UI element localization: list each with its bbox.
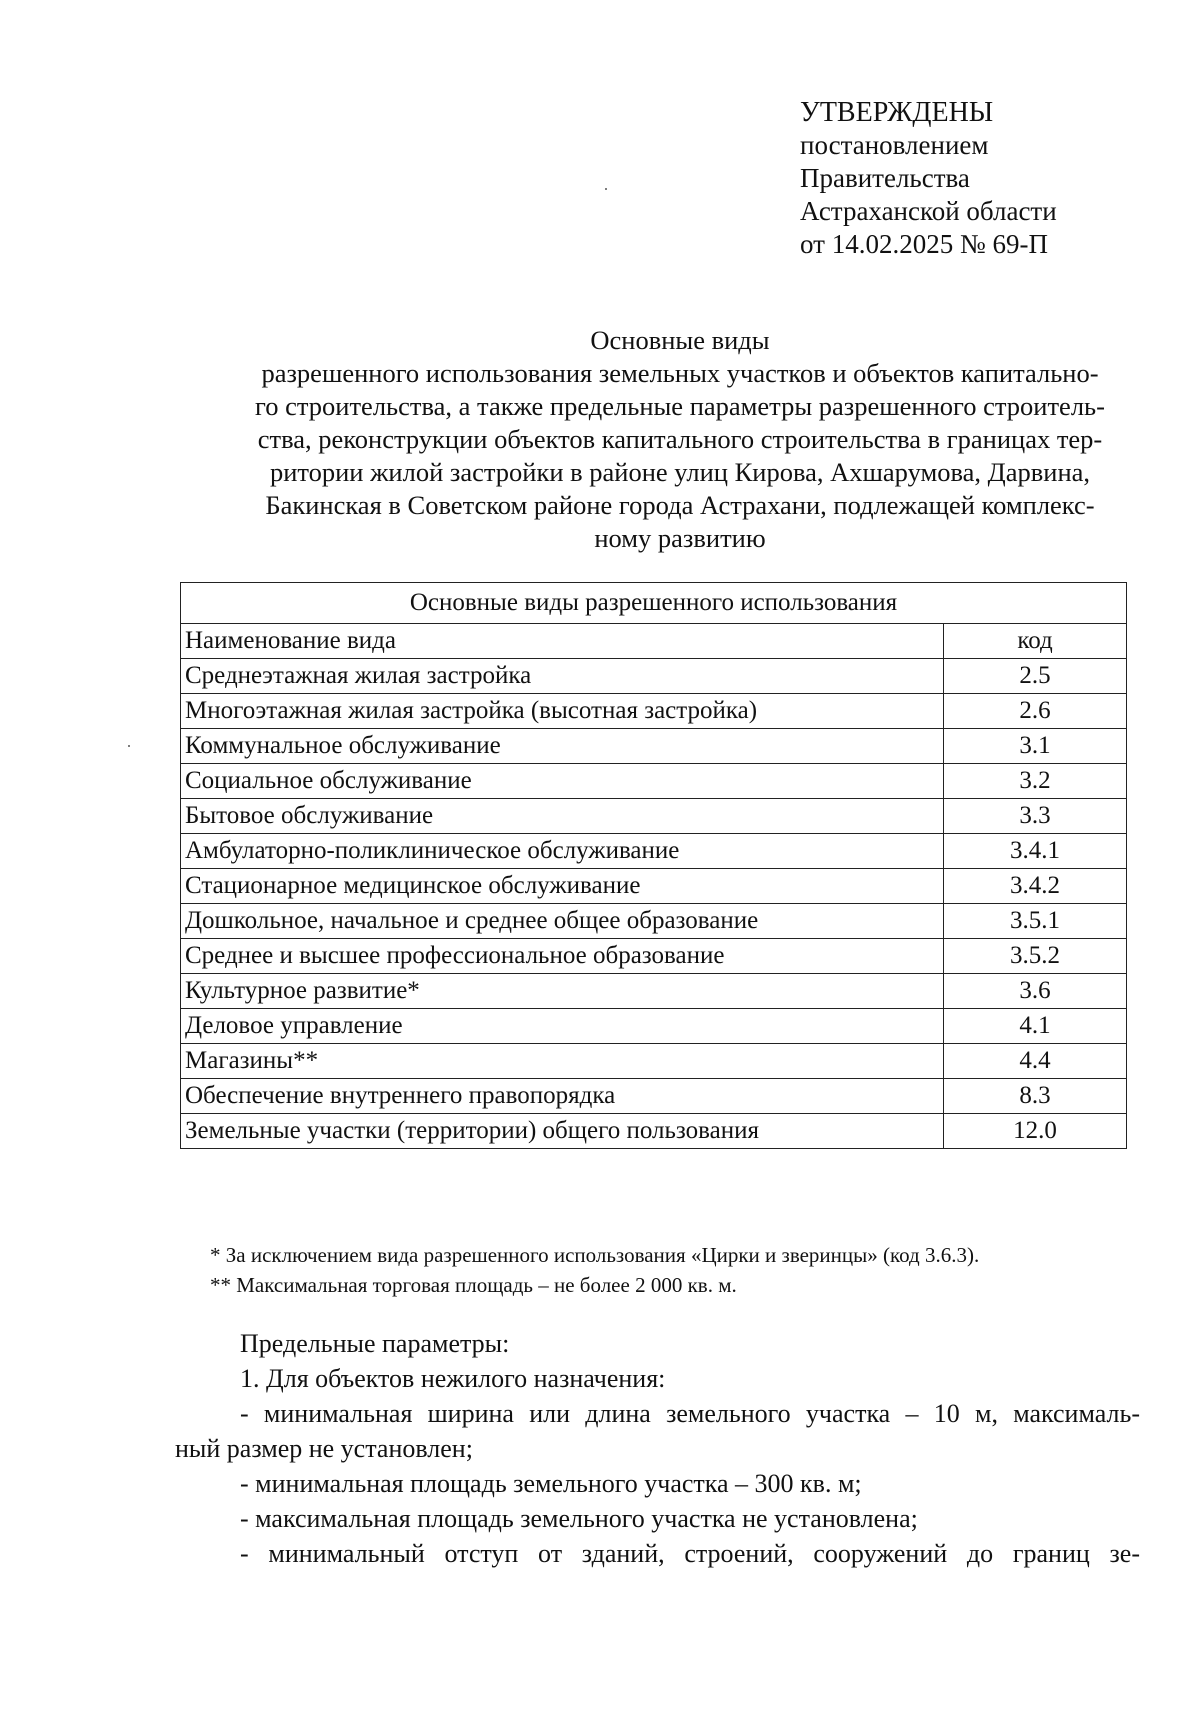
param-bullet-continuation: ный размер не установлен; bbox=[175, 1434, 473, 1463]
approval-title: УТВЕРЖДЕНЫ bbox=[800, 97, 994, 128]
header-code: код bbox=[944, 624, 1127, 659]
footnotes bbox=[210, 1240, 1140, 1300]
limit-parameters bbox=[175, 1326, 1140, 1571]
table-row bbox=[181, 939, 1127, 974]
use-code: 2.5 bbox=[944, 659, 1127, 694]
heading-line: Бакинская в Советском районе города Астрахани, подлежащей комплекс- bbox=[265, 490, 1095, 520]
use-code: 3.1 bbox=[944, 729, 1127, 764]
table-row bbox=[181, 764, 1127, 799]
heading-line: го строительства, а также предельные параметры разрешенного строитель- bbox=[255, 391, 1105, 421]
header-name: Наименование вида bbox=[181, 624, 944, 659]
use-name: Многоэтажная жилая застройка (высотная застройка) bbox=[181, 694, 944, 729]
approval-block bbox=[800, 96, 1057, 261]
use-name: Коммунальное обслуживание bbox=[181, 729, 944, 764]
params-title: Предельные параметры: bbox=[240, 1329, 510, 1358]
table-row bbox=[181, 974, 1127, 1009]
use-name: Обеспечение внутреннего правопорядка bbox=[181, 1079, 944, 1114]
heading-line: ному развитию bbox=[594, 523, 766, 553]
use-code: 3.2 bbox=[944, 764, 1127, 799]
use-code: 4.1 bbox=[944, 1009, 1127, 1044]
use-name: Среднее и высшее профессиональное образование bbox=[181, 939, 944, 974]
use-name: Стационарное медицинское обслуживание bbox=[181, 869, 944, 904]
use-code: 3.5.1 bbox=[944, 904, 1127, 939]
table-caption: Основные виды разрешенного использования bbox=[181, 583, 1127, 624]
param-bullet: - минимальная ширина или длина земельного участка – 10 м, максималь- bbox=[240, 1399, 1140, 1428]
use-name: Земельные участки (территории) общего пользования bbox=[181, 1114, 944, 1149]
use-name: Бытовое обслуживание bbox=[181, 799, 944, 834]
use-code: 3.6 bbox=[944, 974, 1127, 1009]
footnote-1: * За исключением вида разрешенного использования «Цирки и зверинцы» (код 3.6.3). bbox=[210, 1243, 980, 1267]
scan-speck bbox=[605, 188, 607, 190]
param-bullet: - максимальная площадь земельного участка не установлена; bbox=[240, 1504, 918, 1533]
use-code: 8.3 bbox=[944, 1079, 1127, 1114]
heading-line: Основные виды bbox=[590, 325, 770, 355]
use-name: Культурное развитие* bbox=[181, 974, 944, 1009]
approval-date-number: от 14.02.2025 № 69-П bbox=[800, 229, 1048, 259]
approval-line: Астраханской области bbox=[800, 196, 1057, 226]
table-row bbox=[181, 904, 1127, 939]
table-row bbox=[181, 834, 1127, 869]
use-name: Амбулаторно-поликлиническое обслуживание bbox=[181, 834, 944, 869]
land-use-table bbox=[180, 582, 1127, 1149]
param-bullet: - минимальный отступ от зданий, строений, сооружений до границ зе- bbox=[240, 1539, 1140, 1568]
use-code: 3.5.2 bbox=[944, 939, 1127, 974]
document-heading bbox=[228, 324, 1132, 555]
use-name: Магазины** bbox=[181, 1044, 944, 1079]
table-row bbox=[181, 869, 1127, 904]
table-header-row bbox=[181, 624, 1127, 659]
heading-line: ства, реконструкции объектов капитального строительства в границах тер- bbox=[257, 424, 1103, 454]
table-row bbox=[181, 1079, 1127, 1114]
use-name: Дошкольное, начальное и среднее общее образование bbox=[181, 904, 944, 939]
table-row bbox=[181, 1009, 1127, 1044]
table-row bbox=[181, 659, 1127, 694]
table-row bbox=[181, 1114, 1127, 1149]
use-code: 3.4.2 bbox=[944, 869, 1127, 904]
heading-line: ритории жилой застройки в районе улиц Кирова, Ахшарумова, Дарвина, bbox=[269, 457, 1091, 487]
use-code: 12.0 bbox=[944, 1114, 1127, 1149]
table-row bbox=[181, 799, 1127, 834]
use-code: 3.4.1 bbox=[944, 834, 1127, 869]
param-bullet: - минимальная площадь земельного участка – 300 кв. м; bbox=[240, 1469, 862, 1498]
heading-line: разрешенного использования земельных участков и объектов капитально- bbox=[261, 358, 1099, 388]
footnote-2: ** Максимальная торговая площадь – не более 2 000 кв. м. bbox=[210, 1273, 737, 1297]
table-row bbox=[181, 694, 1127, 729]
use-name: Среднеэтажная жилая застройка bbox=[181, 659, 944, 694]
table-caption-row bbox=[181, 583, 1127, 624]
use-name: Социальное обслуживание bbox=[181, 764, 944, 799]
use-code: 2.6 bbox=[944, 694, 1127, 729]
use-name: Деловое управление bbox=[181, 1009, 944, 1044]
approval-line: Правительства bbox=[800, 163, 970, 193]
table-row bbox=[181, 729, 1127, 764]
use-code: 3.3 bbox=[944, 799, 1127, 834]
table-row bbox=[181, 1044, 1127, 1079]
approval-line: постановлением bbox=[800, 130, 989, 160]
use-code: 4.4 bbox=[944, 1044, 1127, 1079]
params-item-1: 1. Для объектов нежилого назначения: bbox=[240, 1364, 666, 1393]
scan-speck bbox=[128, 745, 130, 747]
